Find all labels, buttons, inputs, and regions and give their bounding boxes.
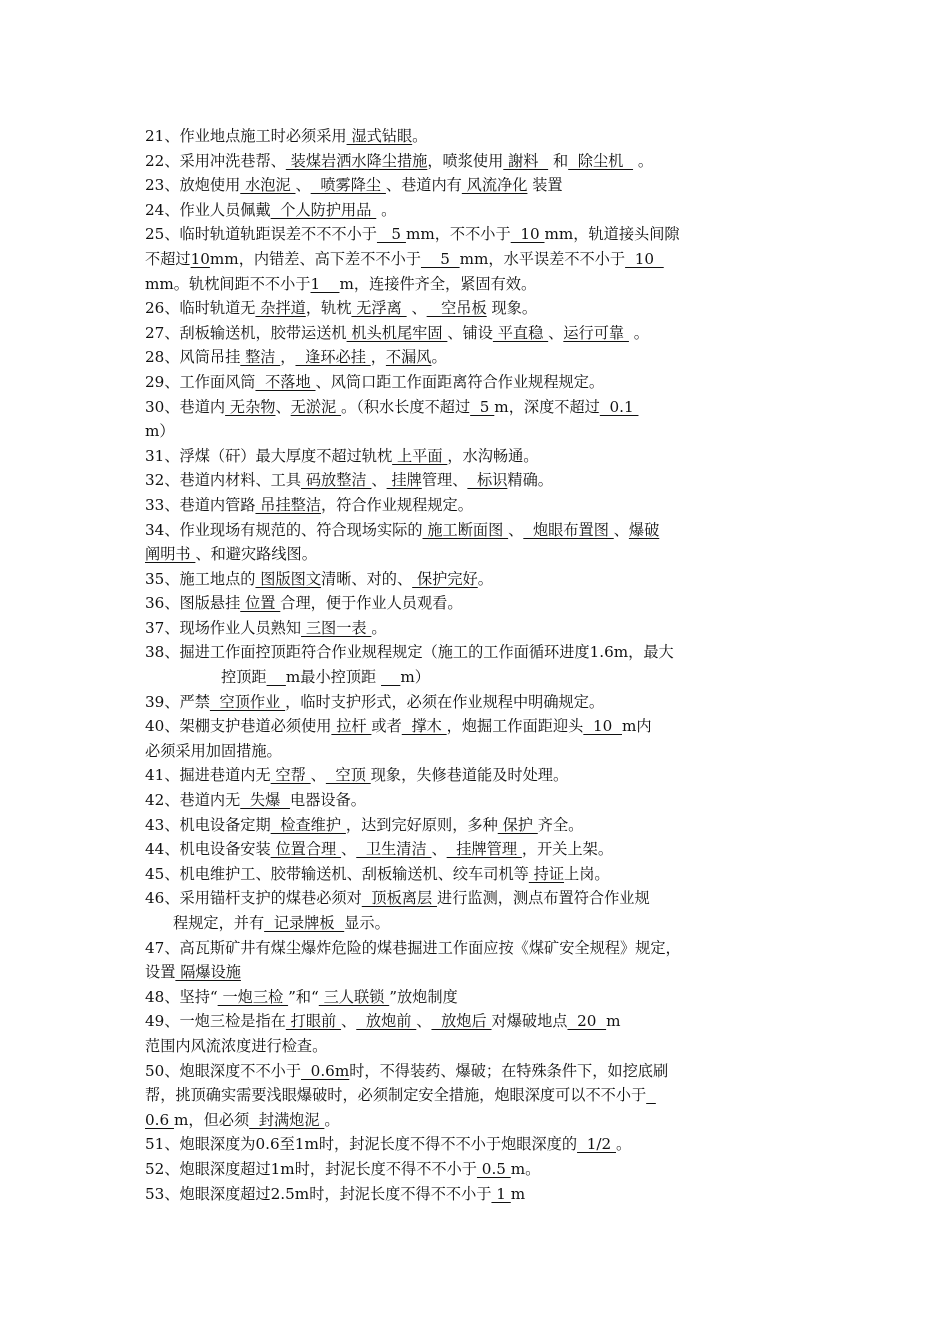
question-text: 36、图版悬挂 bbox=[145, 594, 241, 613]
text-line bbox=[145, 911, 817, 936]
answer-blank: 封满炮泥 bbox=[249, 1110, 325, 1129]
question-text: 、 bbox=[275, 397, 291, 416]
question-text: 45、机电维护工、胶带输送机、刮板输送机、绞车司机等 bbox=[145, 864, 529, 883]
question-text: 和 bbox=[548, 151, 569, 170]
text-line bbox=[145, 149, 817, 174]
question-text: 、 bbox=[416, 1012, 432, 1031]
question-text: 46、采用锚杆支护的煤巷必须对 bbox=[145, 889, 362, 908]
text-line bbox=[145, 296, 817, 321]
text-line bbox=[145, 321, 817, 346]
text-line bbox=[145, 690, 817, 715]
question-text: 22、采用冲洗巷帮、 bbox=[145, 151, 286, 170]
answer-blank: 1/2 bbox=[577, 1135, 616, 1154]
text-line bbox=[145, 247, 817, 272]
question-text: ，临时支护形式，必须在作业规程中明确规定。 bbox=[285, 692, 605, 711]
text-line bbox=[145, 985, 817, 1010]
text-line bbox=[145, 173, 817, 198]
answer-blank: 放炮后 bbox=[431, 1012, 492, 1031]
answer-blank: 水泡泥 bbox=[240, 176, 296, 195]
question-text: 。 bbox=[615, 1135, 632, 1154]
text-line bbox=[145, 936, 817, 961]
question-text: 44、机电设备安装 bbox=[145, 840, 271, 859]
question-text: 28、风筒吊挂 bbox=[145, 348, 241, 367]
question-text: 清晰、对的、 bbox=[321, 569, 413, 588]
answer-blank: 一炮三检 bbox=[217, 987, 289, 1006]
answer-blank: 三图一表 bbox=[301, 618, 372, 637]
text-line bbox=[145, 345, 817, 370]
answer-blank bbox=[646, 1086, 656, 1104]
question-text: 、 bbox=[406, 299, 427, 318]
question-text: 52、炮眼深度超过1m时，封泥长度不得不不小于 bbox=[145, 1159, 477, 1178]
question-text: 。 bbox=[633, 151, 654, 170]
question-text: mm，水平误差不不小于 bbox=[459, 249, 626, 268]
answer-blank: 喷雾降尘 bbox=[310, 176, 386, 195]
answer-blank: 除尘机 bbox=[568, 151, 634, 170]
question-text: m内 bbox=[621, 717, 652, 736]
question-text: 上岗。 bbox=[564, 864, 610, 883]
question-text: 。 bbox=[431, 348, 447, 367]
answer-blank: 码放整洁 bbox=[301, 471, 372, 490]
question-text: 程规定，并有 bbox=[173, 914, 265, 932]
text-line bbox=[145, 493, 817, 518]
answer-blank: 保护 bbox=[497, 815, 538, 834]
question-text: 37、现场作业人员熟知 bbox=[145, 618, 302, 637]
question-text: 必须采用加固措施。 bbox=[145, 741, 282, 760]
text-line bbox=[145, 1132, 817, 1157]
question-text: 。 bbox=[412, 127, 428, 145]
answer-blank: 挂牌管理 bbox=[446, 840, 522, 859]
question-text: 电器设备。 bbox=[289, 791, 366, 810]
answer-blank: 逢环必挂 bbox=[295, 348, 371, 367]
question-text: 33、巷道内管路 bbox=[145, 495, 256, 514]
question-text: 、风筒口距工作面距离符合作业规程规定。 bbox=[315, 372, 605, 391]
question-text: 。 bbox=[477, 569, 493, 588]
question-text: 47、高瓦斯矿井有煤尘爆炸危险的煤巷掘进工作面应按《煤矿安全规程》规定， bbox=[145, 938, 681, 957]
answer-blank: 平直稳 bbox=[492, 323, 549, 342]
text-line bbox=[145, 1059, 817, 1084]
question-text: 、 bbox=[295, 176, 311, 195]
answer-blank: 20 bbox=[567, 1012, 607, 1031]
text-line bbox=[145, 788, 817, 813]
question-text: m，但必须 bbox=[173, 1110, 250, 1129]
text-line bbox=[145, 616, 817, 641]
answer-blank: 无杂物 bbox=[225, 397, 276, 416]
text-line bbox=[145, 518, 817, 543]
question-text: mm，内错差、高下差不不小于 bbox=[209, 249, 421, 268]
question-text: 、铺设 bbox=[447, 323, 493, 342]
answer-blank: 挂牌 bbox=[386, 471, 422, 490]
question-text: 、 bbox=[508, 520, 524, 539]
question-text: 41、掘进巷道内无 bbox=[145, 766, 271, 785]
answer-blank: 杂拌道 bbox=[255, 299, 306, 318]
question-text: 。 bbox=[376, 200, 397, 219]
question-text: 齐全。 bbox=[537, 815, 584, 834]
answer-blank: 标识 bbox=[467, 471, 508, 490]
answer-blank: 5 bbox=[470, 397, 495, 416]
question-text: 。 bbox=[324, 1110, 340, 1129]
answer-blank: 顶板离层 bbox=[361, 889, 437, 908]
question-text: 50、炮眼深度不不小于 bbox=[145, 1061, 302, 1080]
text-line bbox=[145, 763, 817, 788]
answer-blank: 1 bbox=[491, 1184, 511, 1203]
text-line bbox=[145, 222, 817, 247]
question-text: 27、刮板输送机，胶带运送机 bbox=[145, 323, 347, 342]
answer-blank: 失爆 bbox=[240, 791, 290, 810]
question-text: 43、机电设备定期 bbox=[145, 815, 271, 834]
text-line bbox=[145, 370, 817, 395]
question-text: 26、临时轨道无 bbox=[145, 299, 256, 318]
answer-blank: 空顶 bbox=[325, 766, 371, 785]
question-text: 现象。 bbox=[486, 299, 538, 318]
answer-blank: 卫生清洁 bbox=[356, 840, 432, 859]
text-line bbox=[145, 837, 817, 862]
question-text: 帮，挑顶确实需要浅眼爆破时，必须制定安全措施，炮眼深度可以不不小于 bbox=[145, 1086, 647, 1105]
question-text: 、 bbox=[310, 766, 326, 785]
question-text: 。 bbox=[628, 323, 649, 342]
question-text: 49、一炮三检是指在 bbox=[145, 1012, 286, 1031]
question-text: 、 bbox=[431, 840, 447, 859]
question-text: 合理，便于作业人员观看。 bbox=[280, 594, 463, 613]
answer-blank: 0.5 bbox=[476, 1159, 511, 1178]
answer-blank: 0.1 bbox=[599, 397, 639, 416]
question-text: ”和“ bbox=[288, 987, 319, 1006]
question-text: ，轨枕 bbox=[305, 299, 352, 318]
question-text: 35、施工地点的 bbox=[145, 569, 256, 588]
question-text: ，符合作业规程规定。 bbox=[321, 495, 473, 514]
text-line bbox=[145, 862, 817, 887]
answer-blank: 空吊板 bbox=[426, 299, 487, 318]
text-line bbox=[145, 739, 817, 764]
question-text: 、 bbox=[371, 471, 387, 490]
question-text: 。 bbox=[371, 618, 387, 637]
question-text: 25、临时轨道轨距误差不不不小于 bbox=[145, 225, 377, 244]
answer-blank: 风流净化 bbox=[461, 176, 528, 195]
question-text: 不超过 bbox=[145, 249, 191, 268]
answer-blank: 机头机尾牢固 bbox=[346, 323, 448, 342]
question-text: ， bbox=[370, 348, 386, 367]
answer-blank: 保护完好 bbox=[412, 569, 478, 588]
question-text: 、 bbox=[548, 323, 564, 342]
text-line bbox=[145, 1157, 817, 1182]
answer-blank: 空帮 bbox=[270, 766, 311, 785]
question-text: ”放炮制度 bbox=[389, 987, 458, 1006]
answer-blank: 放炮前 bbox=[356, 1012, 417, 1031]
text-line bbox=[145, 542, 817, 567]
answer-blank: 记录牌板 bbox=[264, 914, 345, 932]
question-text: ，开关上架。 bbox=[521, 840, 614, 859]
answer-blank: 10 bbox=[190, 249, 210, 268]
text-line bbox=[145, 1009, 817, 1034]
text-line bbox=[145, 468, 817, 493]
answer-blank: 5 bbox=[420, 249, 460, 268]
text-line bbox=[145, 1108, 817, 1133]
question-text: m bbox=[606, 1012, 621, 1031]
question-text: 32、巷道内材料、工具 bbox=[145, 471, 302, 490]
text-line bbox=[145, 419, 817, 444]
answer-blank: 空顶作业 bbox=[209, 692, 286, 711]
question-text: 控顶距 bbox=[221, 668, 267, 687]
answer-blank: 打眼前 bbox=[285, 1012, 342, 1031]
text-line bbox=[145, 591, 817, 616]
question-text: mm。轨枕间距不不小于 bbox=[145, 274, 311, 293]
question-text: ，炮掘工作面距迎头 bbox=[446, 717, 584, 736]
answer-blank: 10 bbox=[583, 717, 622, 736]
answer-blank: 阐明书 bbox=[145, 545, 196, 564]
question-text: 、和避灾路线图。 bbox=[195, 545, 317, 564]
answer-blank: 1 bbox=[310, 274, 340, 293]
text-line bbox=[145, 1034, 817, 1059]
question-text: 29、工作面风筒 bbox=[145, 372, 256, 391]
question-text: 48、坚持“ bbox=[145, 987, 218, 1006]
answer-blank: 运行可靠 bbox=[563, 323, 629, 342]
text-line bbox=[145, 886, 817, 911]
question-text: m最小控顶距 bbox=[285, 668, 382, 687]
answer-blank: 10 bbox=[510, 225, 545, 244]
answer-blank: 10 bbox=[625, 249, 664, 268]
text-line bbox=[145, 714, 817, 739]
question-text: m，连接件齐全，紧固有效。 bbox=[339, 274, 537, 293]
question-text: 进行监测，测点布置符合作业规 bbox=[437, 889, 650, 908]
question-text: 时，不得装药、爆破；在特殊条件下，如挖底刷 bbox=[349, 1061, 669, 1080]
answer-blank: 装煤岩洒水降尘措施 bbox=[285, 151, 428, 170]
question-text: 38、掘进工作面控顶距符合作业规程规定（施工的工作面循环进度1.6m，最大 bbox=[145, 643, 674, 662]
question-text: mm，不不小于 bbox=[405, 225, 511, 244]
answer-blank: 5 bbox=[376, 225, 406, 244]
answer-blank: 撑木 bbox=[401, 717, 447, 736]
question-text: mm，轨道接头间隙 bbox=[544, 225, 680, 244]
question-text: 、 bbox=[341, 1012, 357, 1031]
answer-blank: 三人联锁 bbox=[318, 987, 390, 1006]
answer-blank: 持证 bbox=[528, 864, 565, 883]
answer-blank: 上平面 bbox=[392, 446, 448, 465]
text-line bbox=[145, 124, 817, 149]
document-body bbox=[145, 124, 817, 1206]
answer-blank: 0.6 bbox=[145, 1110, 174, 1129]
question-text: 、巷道内有 bbox=[385, 176, 462, 195]
question-text: 53、炮眼深度超过2.5m时，封泥长度不得不不小于 bbox=[145, 1184, 492, 1203]
answer-blank: 无淤泥 bbox=[290, 397, 342, 416]
answer-blank: 不漏风 bbox=[385, 348, 432, 367]
question-text: 现象，失修巷道能及时处理。 bbox=[370, 766, 569, 785]
question-text: m） bbox=[145, 422, 175, 441]
question-text: 或者 bbox=[371, 717, 402, 736]
question-text: m，深度不超过 bbox=[494, 397, 600, 416]
answer-blank: 位置 bbox=[240, 594, 281, 613]
answer-blank: 检查维护 bbox=[270, 815, 346, 834]
question-text: 管理、 bbox=[421, 471, 468, 490]
question-text: 显示。 bbox=[344, 914, 390, 932]
question-text: 23、放炮使用 bbox=[145, 176, 241, 195]
answer-blank: 整洁 bbox=[240, 348, 281, 367]
text-line bbox=[145, 665, 817, 690]
question-text: 24、作业人员佩戴 bbox=[145, 200, 271, 219]
question-text: m bbox=[510, 1184, 526, 1203]
answer-blank: 爆破 bbox=[628, 520, 660, 539]
text-line bbox=[145, 198, 817, 223]
question-text: 30、巷道内 bbox=[145, 397, 226, 416]
answer-blank: 图版图文 bbox=[255, 569, 322, 588]
question-text: 装置 bbox=[527, 176, 563, 195]
answer-blank: 不落地 bbox=[255, 372, 316, 391]
question-text: 、 bbox=[341, 840, 357, 859]
question-text: 40、架棚支护巷道必须使用 bbox=[145, 717, 332, 736]
text-line bbox=[145, 444, 817, 469]
answer-blank: 吊挂整洁 bbox=[255, 495, 322, 514]
question-text: ，水沟畅通。 bbox=[447, 446, 539, 465]
question-text: 范围内风流浓度进行检查。 bbox=[145, 1036, 328, 1055]
question-text: ，喷浆使用 bbox=[427, 151, 504, 170]
question-text: ，达到完好原则，多种 bbox=[345, 815, 498, 834]
text-line bbox=[145, 272, 817, 297]
question-text: 精确。 bbox=[507, 471, 553, 490]
text-line bbox=[145, 1083, 817, 1108]
question-text: 34、作业现场有规范的、符合现场实际的 bbox=[145, 520, 423, 539]
answer-blank: 个人防护用品 bbox=[270, 200, 377, 219]
answer-blank bbox=[381, 668, 400, 686]
question-text: 、 bbox=[613, 520, 629, 539]
answer-blank: 位置合理 bbox=[270, 840, 342, 859]
question-text: 31、浮煤（矸）最大厚度不超过轨枕 bbox=[145, 446, 393, 465]
question-text: 42、巷道内无 bbox=[145, 791, 241, 810]
question-text: 设置 bbox=[145, 963, 176, 982]
text-line bbox=[145, 813, 817, 838]
question-text: m） bbox=[400, 668, 430, 687]
text-line bbox=[145, 640, 817, 665]
answer-blank: 无浮离 bbox=[351, 299, 407, 318]
text-line bbox=[145, 1182, 817, 1207]
answer-blank: 湿式钻眼 bbox=[346, 127, 413, 145]
text-line bbox=[145, 395, 817, 420]
answer-blank: 謝料 bbox=[503, 151, 549, 170]
text-line bbox=[145, 960, 817, 985]
answer-blank: 炮眼布置图 bbox=[523, 520, 614, 539]
question-text: 对爆破地点 bbox=[491, 1012, 568, 1031]
question-text: 21、作业地点施工时必须采用 bbox=[145, 127, 347, 145]
question-text: m。 bbox=[510, 1159, 541, 1178]
question-text: 。（积水长度不超过 bbox=[341, 397, 471, 416]
question-text: 39、严禁 bbox=[145, 692, 210, 711]
question-text: ， bbox=[280, 348, 296, 367]
answer-blank bbox=[267, 668, 286, 686]
text-line bbox=[145, 567, 817, 592]
question-text: 51、炮眼深度为0.6至1m时，封泥长度不得不不小于炮眼深度的 bbox=[145, 1135, 578, 1154]
answer-blank: 施工断面图 bbox=[422, 520, 509, 539]
answer-blank: 隔爆设施 bbox=[175, 963, 241, 982]
answer-blank: 拉杆 bbox=[331, 717, 372, 736]
answer-blank: 0.6m bbox=[301, 1061, 350, 1080]
